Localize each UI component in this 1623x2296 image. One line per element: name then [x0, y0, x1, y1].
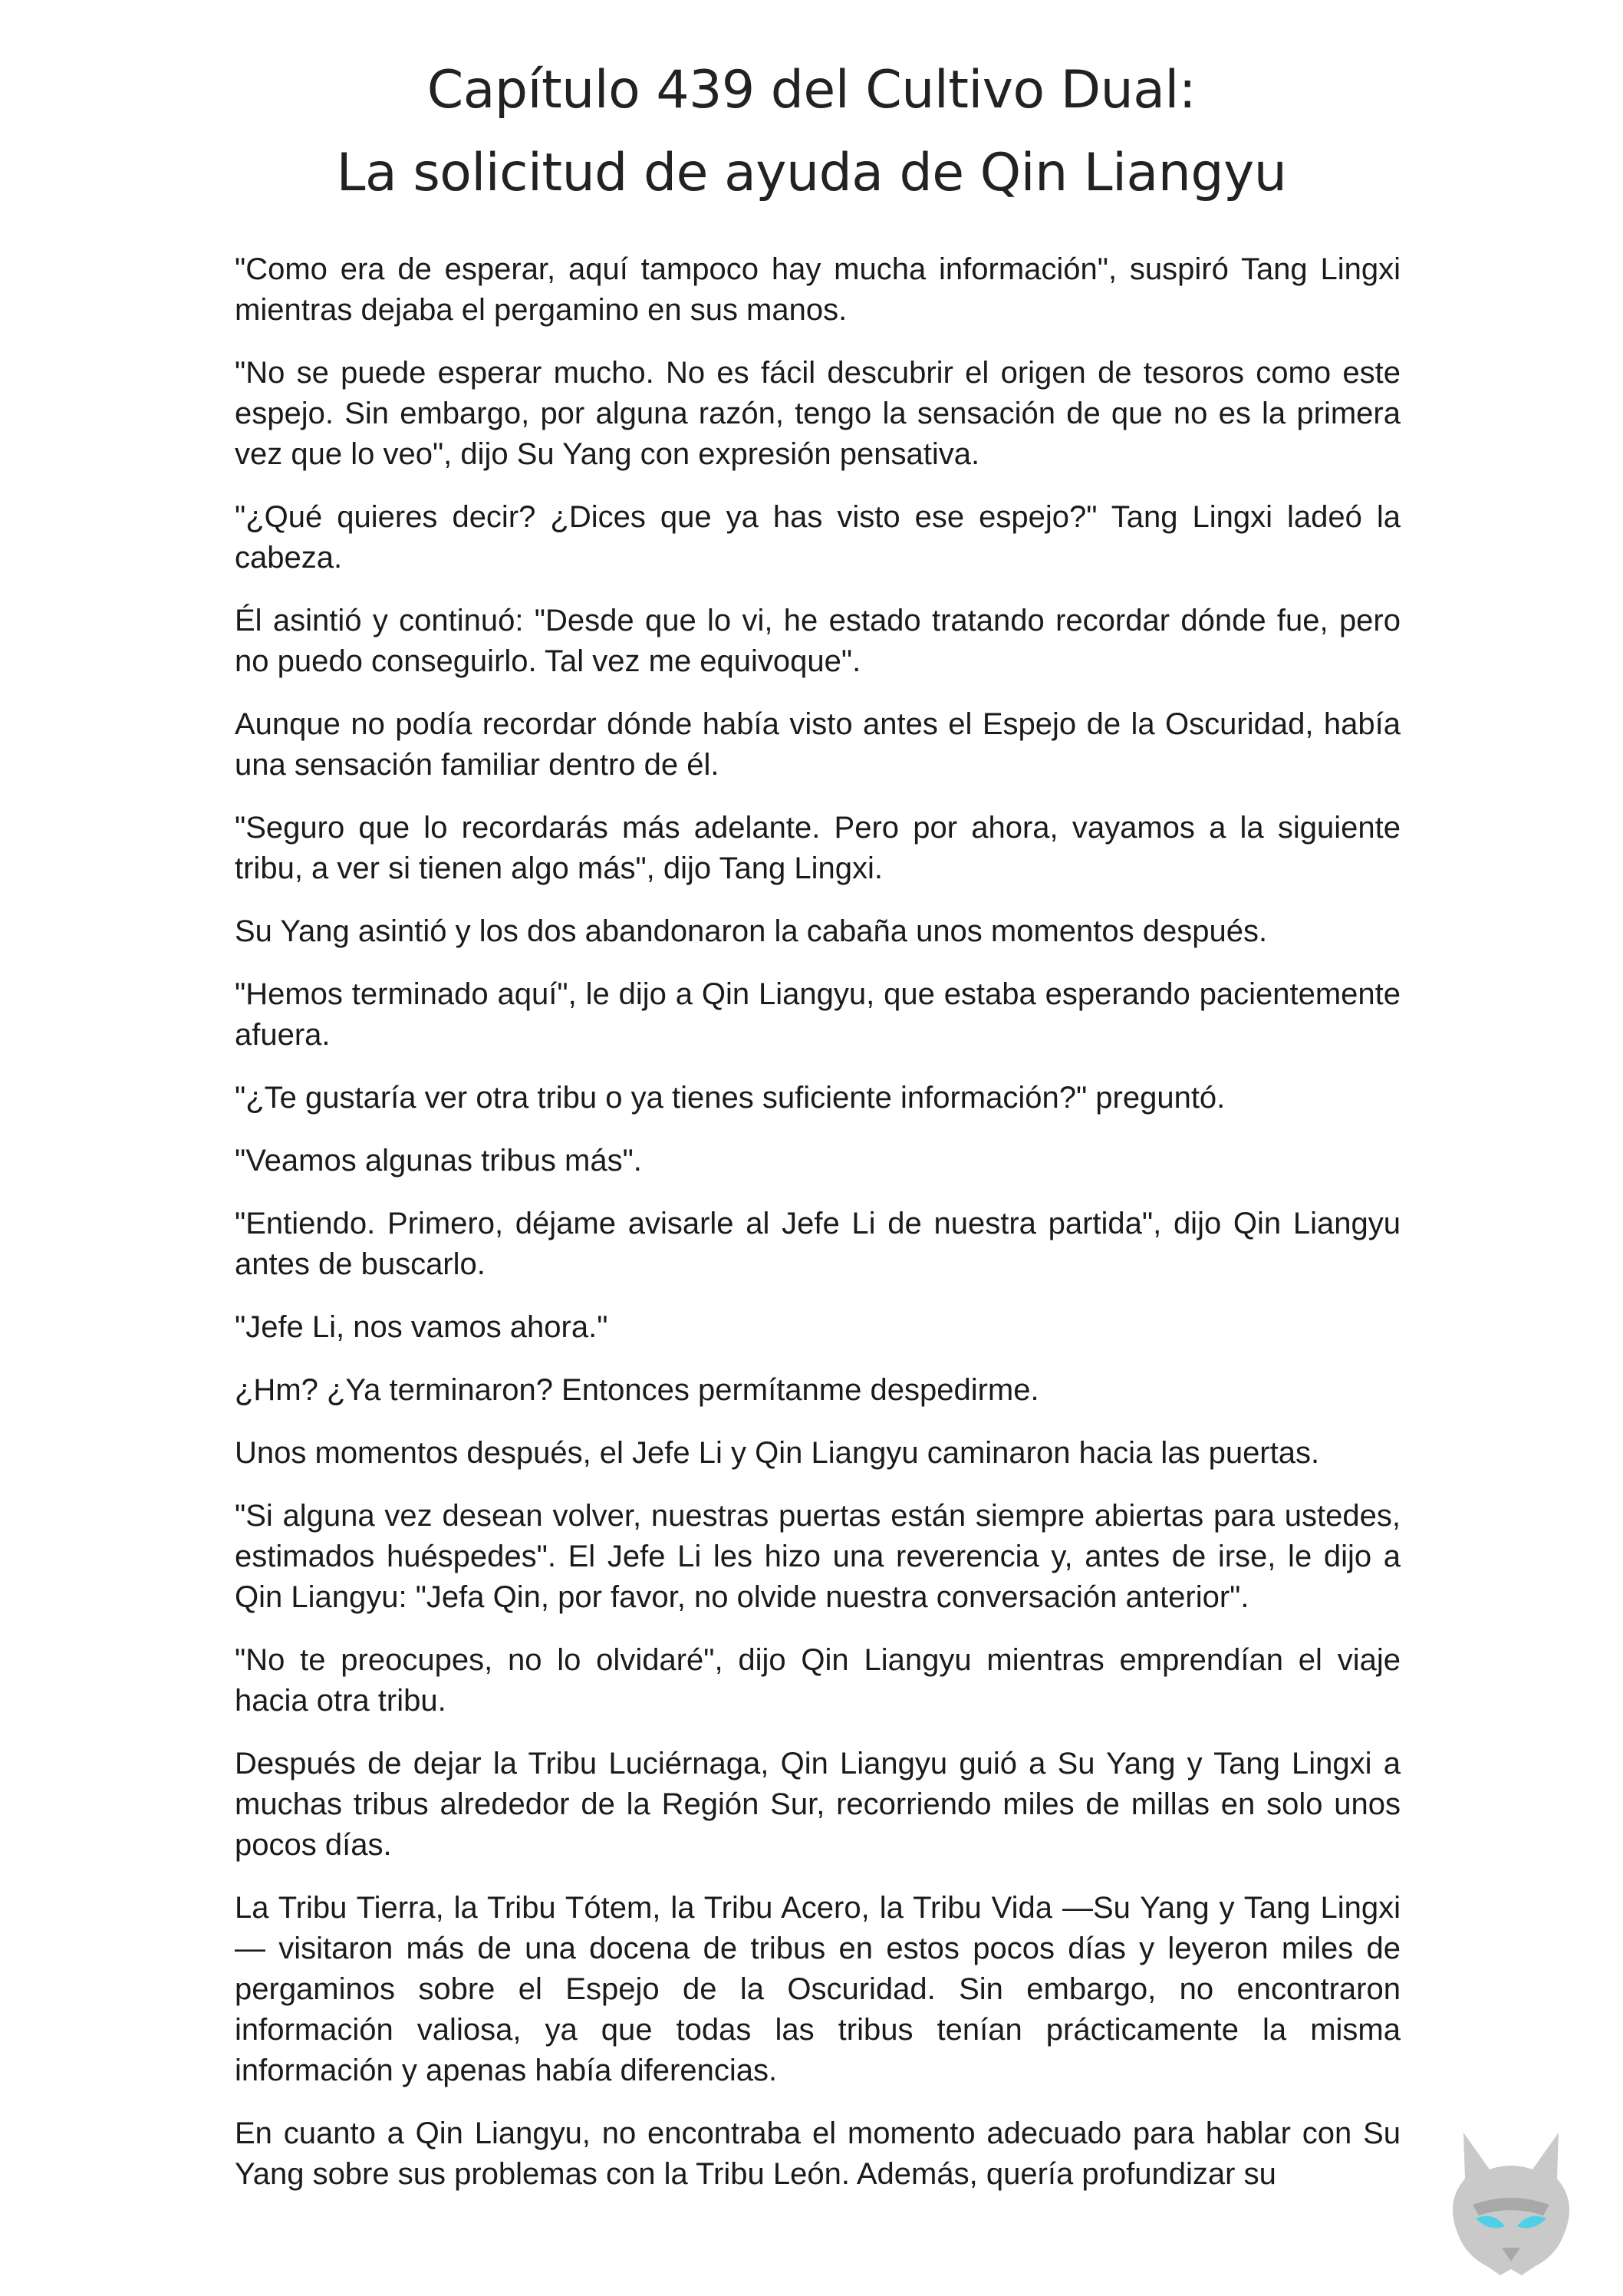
paragraph: ¿Hm? ¿Ya terminaron? Entonces permítanme despedirme.	[235, 1373, 1039, 1407]
chapter-body	[235, 249, 1401, 2217]
paragraph: "Si alguna vez desean volver, nuestras puertas están siempre abiertas para ustedes, estimados huéspedes". El Jefe Li les hizo una reverencia y, antes de irse, le dijo a Qin Liangyu: "Jefa Qin, por favor, no olvide nuestra conversación anterior".	[235, 1499, 1401, 1614]
paragraph: La Tribu Tierra, la Tribu Tótem, la Tribu Acero, la Tribu Vida —Su Yang y Tang Lingxi— visitaron más de una docena de tribus en estos pocos días y leyeron miles de pergaminos sobre el Espejo de la Oscuridad. Sin embargo, no encontraron información valiosa, ya que todas las tribus tenían prácticamente la misma información y apenas había diferencias.	[235, 1891, 1401, 2087]
paragraph: "¿Te gustaría ver otra tribu o ya tienes suficiente información?" preguntó.	[235, 1081, 1226, 1115]
paragraph: En cuanto a Qin Liangyu, no encontraba el momento adecuado para hablar con Su Yang sobre sus problemas con la Tribu León. Además, quería profundizar su	[235, 2116, 1401, 2191]
paragraph: "Hemos terminado aquí", le dijo a Qin Liangyu, que estaba esperando pacientemente afuera.	[235, 977, 1401, 1052]
chapter-title	[0, 49, 1623, 215]
paragraph: "Jefe Li, nos vamos ahora."	[235, 1310, 608, 1344]
demon-head-logo-icon	[1442, 2125, 1580, 2278]
paragraph: Él asintió y continuó: "Desde que lo vi, he estado tratando recordar dónde fue, pero no puedo conseguirlo. Tal vez me equivoque".	[235, 604, 1401, 678]
paragraph: "Como era de esperar, aquí tampoco hay mucha información", suspiró Tang Lingxi mientras dejaba el pergamino en sus manos.	[235, 252, 1401, 327]
paragraph: Aunque no podía recordar dónde había visto antes el Espejo de la Oscuridad, había una sensación familiar dentro de él.	[235, 707, 1401, 782]
paragraph: Su Yang asintió y los dos abandonaron la cabaña unos momentos después.	[235, 914, 1268, 948]
paragraph: "No te preocupes, no lo olvidaré", dijo Qin Liangyu mientras emprendían el viaje hacia otra tribu.	[235, 1643, 1401, 1718]
paragraph: Después de dejar la Tribu Luciérnaga, Qin Liangyu guió a Su Yang y Tang Lingxi a muchas tribus alrededor de la Región Sur, recorriendo miles de millas en solo unos pocos días.	[235, 1747, 1401, 1862]
chapter-title-line-1: Capítulo 439 del Cultivo Dual:	[426, 59, 1197, 120]
chapter-title-line-2: La solicitud de ayuda de Qin Liangyu	[336, 142, 1287, 203]
paragraph: "¿Qué quieres decir? ¿Dices que ya has visto ese espejo?" Tang Lingxi ladeó la cabeza.	[235, 500, 1401, 575]
paragraph: "Veamos algunas tribus más".	[235, 1144, 642, 1178]
paragraph: "Entiendo. Primero, déjame avisarle al Jefe Li de nuestra partida", dijo Qin Liangyu antes de buscarlo.	[235, 1207, 1401, 1281]
paragraph: Unos momentos después, el Jefe Li y Qin Liangyu caminaron hacia las puertas.	[235, 1436, 1320, 1470]
paragraph: "Seguro que lo recordarás más adelante. Pero por ahora, vayamos a la siguiente tribu, a ver si tienen algo más", dijo Tang Lingxi.	[235, 811, 1401, 885]
paragraph: "No se puede esperar mucho. No es fácil descubrir el origen de tesoros como este espejo. Sin embargo, por alguna razón, tengo la sensación de que no es la primera vez que lo veo", dijo Su Yang con expresión pensativa.	[235, 356, 1401, 471]
